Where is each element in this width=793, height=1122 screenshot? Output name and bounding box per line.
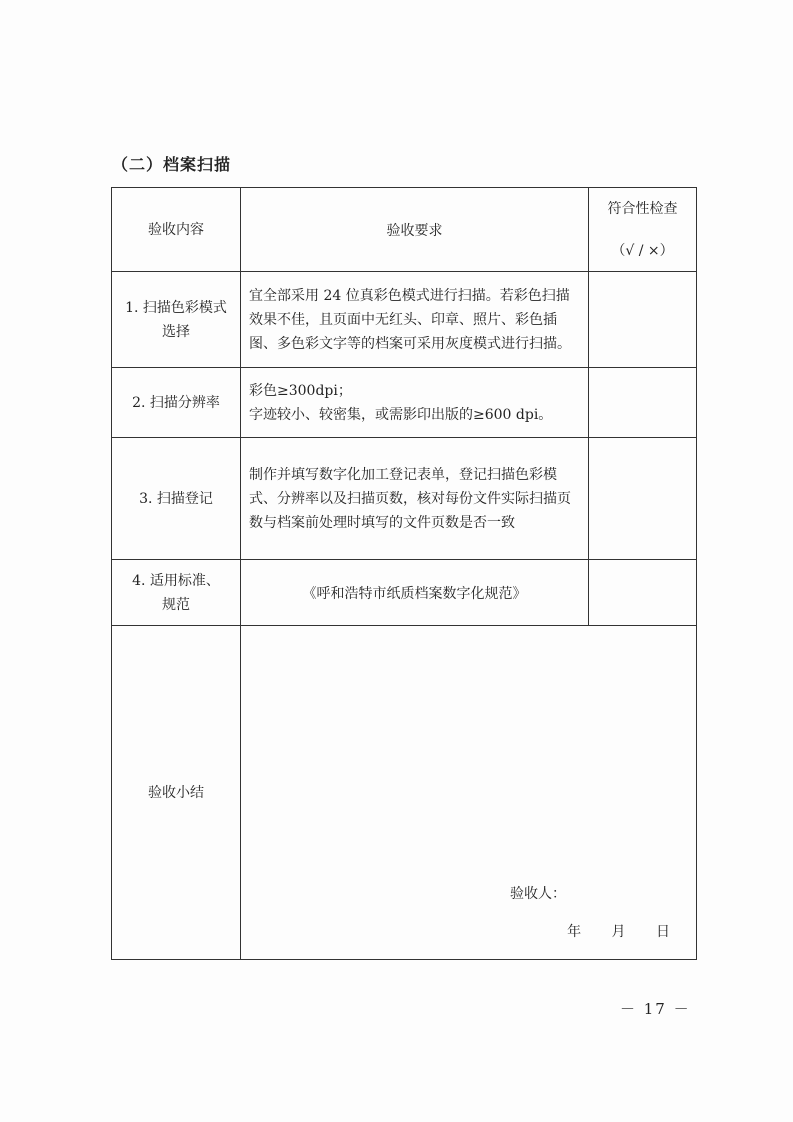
date-day: 日 <box>656 924 670 940</box>
row-item-label: 3. 扫描登记 <box>139 490 213 507</box>
row-item-label: 选择 <box>162 323 190 340</box>
summary-row <box>112 626 697 960</box>
row-requirement-line: 字迹较小、较密集，或需影印出版的≥600 dpi。 <box>249 406 553 423</box>
row-requirement: 《呼和浩特市纸质档案数字化规范》 <box>241 560 589 626</box>
row-check-cell <box>589 438 697 560</box>
row-item <box>112 438 241 560</box>
table-row <box>112 560 697 626</box>
table-header-row <box>112 188 697 272</box>
header-requirement <box>241 188 589 272</box>
header-check <box>589 188 697 272</box>
row-item <box>112 560 241 626</box>
row-requirement: 宜全部采用 24 位真彩色模式进行扫描。若彩色扫描效果不佳，且页面中无红头、印章、照片、彩色插图、多色彩文字等的档案可采用灰度模式进行扫描。 <box>241 272 589 368</box>
row-requirement: 制作并填写数字化加工登记表单，登记扫描色彩模式、分辨率以及扫描页数，核对每份文件实际扫描页数与档案前处理时填写的文件页数是否一致 <box>241 438 589 560</box>
row-item <box>112 368 241 438</box>
header-content-label: 验收内容 <box>148 221 204 238</box>
row-item-label: 规范 <box>162 596 190 613</box>
table-row <box>112 368 697 438</box>
header-check-marks: （√ / ×） <box>611 242 674 259</box>
acceptance-table <box>111 187 697 960</box>
row-item-label: 4. 适用标准、 <box>132 572 220 589</box>
summary-content-cell <box>241 626 697 960</box>
signer-label: 验收人： <box>510 886 566 902</box>
row-check-cell <box>589 368 697 438</box>
row-check-cell <box>589 560 697 626</box>
row-requirement <box>241 368 589 438</box>
date-line <box>551 921 670 941</box>
date-year: 年 <box>567 924 582 940</box>
header-check-label: 符合性检查 <box>607 200 678 217</box>
summary-label: 验收小结 <box>148 784 204 801</box>
row-item <box>112 272 241 368</box>
header-requirement-label: 验收要求 <box>386 222 443 239</box>
header-content <box>112 188 241 272</box>
row-requirement-line: 彩色≥300dpi； <box>249 382 352 399</box>
section-title: （二）档案扫描 <box>112 155 232 174</box>
row-item-label: 2. 扫描分辨率 <box>132 394 220 411</box>
row-item-label: 1. 扫描色彩模式 <box>125 299 227 316</box>
summary-label-cell <box>112 626 241 960</box>
page-number: － 17 － <box>620 1000 691 1018</box>
table-row <box>112 272 697 368</box>
row-check-cell <box>589 272 697 368</box>
table-row <box>112 438 697 560</box>
date-month: 月 <box>611 924 626 940</box>
